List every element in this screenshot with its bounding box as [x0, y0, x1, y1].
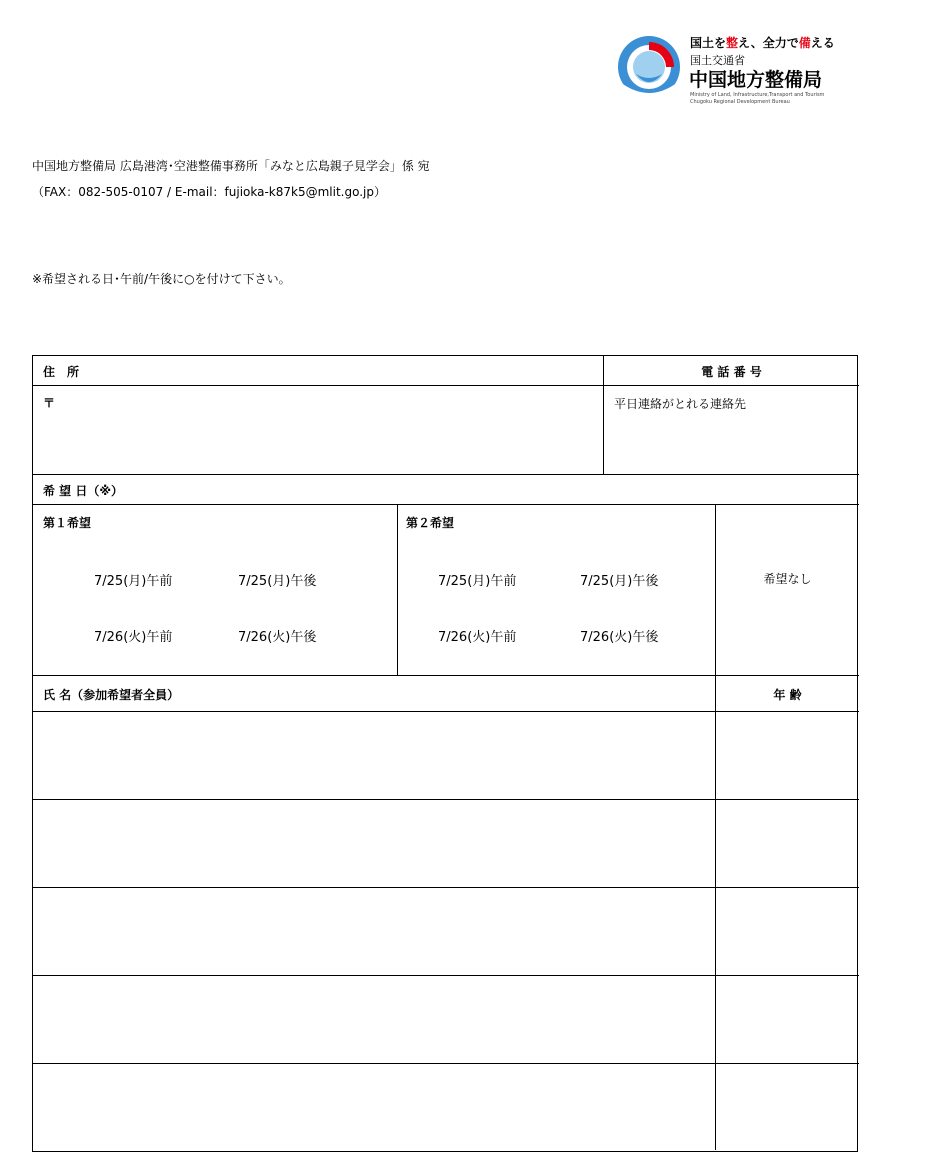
second-choice-cell [398, 505, 716, 676]
participant-age-field[interactable] [716, 888, 859, 976]
name-label: 氏 名（参加希望者全員） [43, 688, 180, 702]
bureau-logo [616, 30, 926, 114]
participant-age-field[interactable] [716, 800, 859, 888]
phone-label: 電 話 番 号 [701, 365, 762, 379]
participant-name-field[interactable] [33, 1064, 716, 1150]
second-choice-tue-pm[interactable]: 7/26(火)午後 [580, 630, 659, 645]
second-choice-mon-am[interactable]: 7/25(月)午前 [438, 574, 517, 589]
ministry-emblem-icon [616, 34, 682, 100]
participant-age-field[interactable] [716, 1064, 859, 1150]
addressee-line: 中国地方整備局 広島港湾･空港整備事務所「みなと広島親子見学会」係 宛 [32, 159, 430, 173]
second-choice-label: 第２希望 [406, 516, 455, 530]
logo-ministry-name: 国土交通省 [690, 54, 745, 67]
no-preference-label: 希望なし [763, 572, 812, 586]
phone-input-cell[interactable] [604, 386, 859, 475]
address-input-cell[interactable] [33, 386, 604, 475]
logo-slogan: 国土を整え、全力で備える [690, 36, 835, 50]
first-choice-mon-pm[interactable]: 7/25(月)午後 [238, 574, 317, 589]
participant-name-field[interactable] [33, 712, 716, 800]
address-label-cell [33, 356, 604, 386]
second-choice-mon-pm[interactable]: 7/25(月)午後 [580, 574, 659, 589]
address-label: 住 所 [43, 365, 80, 379]
participant-name-field[interactable] [33, 976, 716, 1064]
second-choice-tue-am[interactable]: 7/26(火)午前 [438, 630, 517, 645]
instruction-note: ※希望される日･午前/午後に○を付けて下さい。 [32, 272, 291, 286]
date-label: 希 望 日（※） [43, 484, 124, 498]
participant-age-field[interactable] [716, 712, 859, 800]
name-label-cell [33, 676, 716, 712]
addressee-block [32, 153, 430, 205]
phone-note: 平日連絡がとれる連絡先 [614, 397, 747, 411]
no-preference-cell[interactable] [716, 505, 859, 676]
logo-bureau-name: 中国地方整備局 [689, 69, 823, 91]
participant-name-field[interactable] [33, 800, 716, 888]
participant-age-field[interactable] [716, 976, 859, 1064]
first-choice-mon-am[interactable]: 7/25(月)午前 [94, 574, 173, 589]
phone-label-cell [604, 356, 859, 386]
application-form [32, 355, 858, 1152]
participant-name-field[interactable] [33, 888, 716, 976]
age-label: 年 齢 [773, 688, 802, 702]
date-label-cell [33, 475, 859, 505]
postal-mark: 〒 [43, 396, 56, 410]
first-choice-label: 第１希望 [43, 516, 92, 530]
first-choice-cell [33, 505, 398, 676]
contact-line: （FAX：082-505-0107 / E-mail：fujioka-k87k5@mlit.go.jp） [32, 185, 386, 199]
first-choice-tue-pm[interactable]: 7/26(火)午後 [238, 630, 317, 645]
age-label-cell [716, 676, 859, 712]
logo-english-name: Ministry of Land, Infrastructure,Transport and Tourism Chugoku Regional Development Bureau [690, 92, 825, 105]
first-choice-tue-am[interactable]: 7/26(火)午前 [94, 630, 173, 645]
